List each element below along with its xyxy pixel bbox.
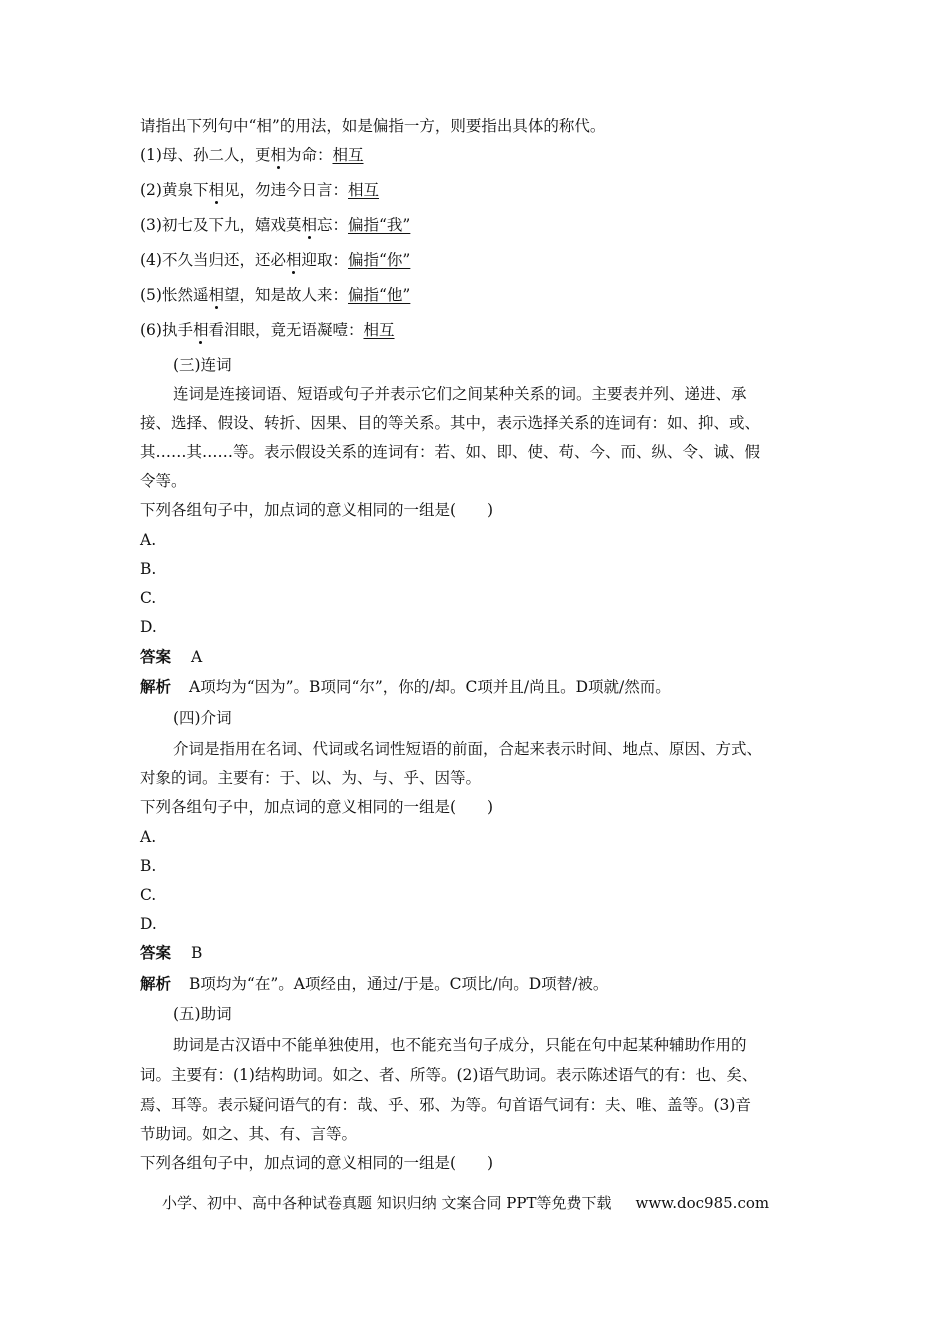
xiang-answer: 偏指“他”	[348, 286, 411, 304]
analysis-label: 解析	[140, 677, 172, 696]
answer-line	[140, 647, 202, 667]
question: 下列各组句子中，加点词的意义相同的一组是( )	[140, 1154, 494, 1172]
dotted-char: 相	[192, 321, 209, 339]
analysis-text: A项均为“因为”。B项同“尔”，你的/却。C项并且/尚且。D项就/然而。	[189, 678, 671, 696]
paragraph-line: 助词是古汉语中不能单独使用，也不能充当句子成分，只能在句中起某种辅助作用的	[173, 1036, 747, 1054]
paragraph-line: 词。主要有：(1)结构助词。如之、者、所等。(2)语气助词。表示陈述语气的有：也、矣、	[140, 1066, 758, 1084]
analysis-line	[140, 677, 671, 697]
paragraph-line: 令等。	[140, 472, 187, 490]
xiang-answer: 相互	[348, 181, 380, 199]
dotted-char: 相	[270, 146, 286, 164]
option-b: B.	[140, 560, 157, 578]
answer-label: 答案	[140, 647, 172, 666]
answer-value: B	[191, 944, 203, 962]
dotted-char: 相	[301, 216, 317, 234]
footer-text: 小学、初中、高中各种试卷真题 知识归纳 文案合同 PPT等免费下载	[162, 1194, 612, 1212]
xiang-item-2: (2)黄泉下相见，勿违今日言：相互	[140, 181, 380, 199]
page-footer	[162, 1192, 769, 1213]
xiang-answer: 偏指“我”	[348, 216, 411, 234]
paragraph-line: 节助词。如之、其、有、言等。	[140, 1125, 358, 1143]
option-d: D.	[140, 915, 157, 933]
paragraph-line: 接、选择、假设、转折、因果、目的等关系。其中，表示选择关系的连词有：如、抑、或、	[140, 414, 761, 432]
dotted-char: 相	[208, 286, 224, 304]
xiang-item-4: (4)不久当归还，还必相迎取：偏指“你”	[140, 251, 411, 269]
xiang-answer: 偏指“你”	[348, 251, 411, 269]
xiang-item-6: (6)执手相看泪眼，竟无语凝噎：相互	[140, 321, 395, 339]
paragraph-line: 连词是连接词语、短语或句子并表示它们之间某种关系的词。主要表并列、递进、承	[173, 385, 747, 403]
section-heading-jieci: (四)介词	[173, 709, 232, 727]
analysis-line	[140, 974, 608, 994]
dotted-char: 相	[208, 181, 224, 199]
footer-site-link[interactable]: www.doc985.com	[635, 1194, 770, 1212]
xiang-item-1: (1)母、孙二人，更相为命：相互	[140, 146, 364, 164]
xiang-intro: 请指出下列句中“相”的用法，如是偏指一方，则要指出具体的称代。	[140, 117, 606, 135]
answer-line	[140, 943, 202, 963]
answer-label: 答案	[140, 943, 172, 962]
xiang-answer: 相互	[332, 146, 364, 164]
dotted-char: 相	[285, 251, 302, 269]
section-heading-zhuci: (五)助词	[173, 1005, 232, 1023]
option-c: C.	[140, 886, 157, 904]
paragraph-line: 对象的词。主要有：于、以、为、与、乎、因等。	[140, 769, 482, 787]
question: 下列各组句子中，加点词的意义相同的一组是( )	[140, 501, 494, 519]
section-heading-lianci: (三)连词	[173, 356, 232, 374]
paragraph-line: 介词是指用在名词、代词或名词性短语的前面，合起来表示时间、地点、原因、方式、	[173, 740, 763, 758]
answer-value: A	[191, 648, 203, 666]
option-a: A.	[140, 828, 157, 846]
xiang-answer: 相互	[363, 321, 395, 339]
xiang-item-5: (5)怅然遥相望，知是故人来：偏指“他”	[140, 286, 411, 304]
paragraph-line: 其……其……等。表示假设关系的连词有：若、如、即、使、苟、今、而、纵、令、诚、假	[140, 443, 761, 461]
analysis-text: B项均为“在”。A项经由，通过/于是。C项比/向。D项替/被。	[189, 975, 609, 993]
analysis-label: 解析	[140, 974, 172, 993]
option-a: A.	[140, 531, 157, 549]
xiang-item-3: (3)初七及下九，嬉戏莫相忘：偏指“我”	[140, 216, 411, 234]
option-d: D.	[140, 618, 157, 636]
question: 下列各组句子中，加点词的意义相同的一组是( )	[140, 798, 494, 816]
paragraph-line: 焉、耳等。表示疑问语气的有：哉、乎、邪、为等。句首语气词有：夫、唯、盖等。(3)音	[140, 1096, 751, 1114]
option-c: C.	[140, 589, 157, 607]
option-b: B.	[140, 857, 157, 875]
